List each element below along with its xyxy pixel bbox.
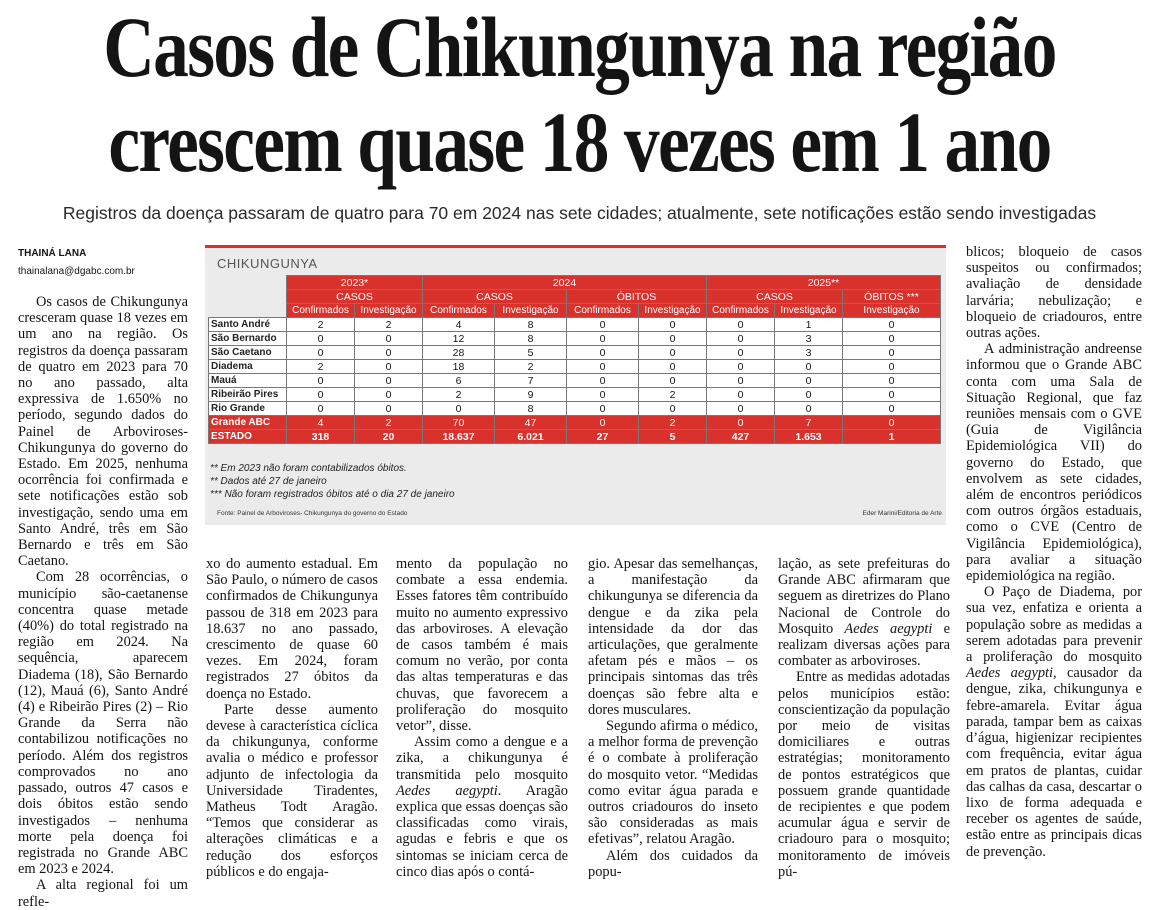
headline-line-2: crescem quase 18 vezes em 1 ano	[108, 94, 1051, 190]
column-header: Investigação	[639, 304, 707, 318]
group-header: 2023*	[287, 276, 423, 290]
paragraph	[396, 734, 568, 880]
species-name: Aedes aegypti	[396, 782, 498, 799]
paragraph: Parte desse aumento devese à característica cíclica da chikungunya, conforme avalia o médico e professor adjunto de infectologia da Universidade Tiradentes, Matheus Todt Aragão. “Temos que considerar as alterações climáticas e a redução dos esforços públicos e do engaja-	[206, 701, 378, 880]
table-cell: 4	[287, 416, 355, 430]
row-label: ESTADO	[209, 430, 287, 444]
column-header: Investigação	[843, 304, 941, 318]
table-cell: 0	[287, 388, 355, 402]
corner-cell	[209, 290, 287, 304]
table-cell: 0	[843, 416, 941, 430]
table-cell: 8	[495, 318, 567, 332]
table-row	[209, 416, 941, 430]
subgroup-header: CASOS	[287, 290, 423, 304]
table-cell: 0	[707, 388, 775, 402]
table-row	[209, 388, 941, 402]
paragraph: Segundo afirma o médico, a melhor forma de prevenção é o combate à proliferação do mosquito vetor. “Medidas como evitar água parada e outros criadouros do inseto são consideradas as mais efetivas”, relatou Aragão.	[588, 718, 758, 848]
row-label: São Caetano	[209, 346, 287, 360]
chart-credit: Eder Marini/Editoria de Arte	[862, 510, 942, 517]
table-cell: 47	[495, 416, 567, 430]
table-cell: 5	[639, 430, 707, 444]
table-cell: 7	[775, 416, 843, 430]
table-cell: 12	[423, 332, 495, 346]
chart-title: CHIKUNGUNYA	[217, 256, 318, 271]
column-header: Investigação	[355, 304, 423, 318]
table-cell: 1	[843, 430, 941, 444]
paragraph: mento da população no combate a essa endemia. Esses fatores têm contribuído muito no aumento expressivo das arboviroses. A elevação de casos também é mais comum no verão, por conta das altas temperaturas e das chuvas, que favorecem a proliferação do mosquito vetor”, disse.	[396, 556, 568, 735]
table-cell: 0	[567, 374, 639, 388]
paragraph: Os casos de Chikungunya cresceram quase 18 vezes em um ano na região. Os registros da doença passaram de quatro em 2023 para 70 no ano passado, alta expressiva de 1.650% no período, segundo dados do Painel de Arboviroses-Chikungunya do governo do Estado. Em 2025, nenhuma ocorrência foi confirmada e sete notificações estão sob investigação, sendo uma em Santo André, três em São Bernardo e três em São Caetano.	[18, 294, 188, 570]
row-label: Diadema	[209, 360, 287, 374]
species-name: Aedes aegypti	[966, 665, 1054, 682]
headline-line-1: Casos de Chikungunya na região	[103, 0, 1056, 95]
table-cell: 28	[423, 346, 495, 360]
table-cell: 2	[639, 388, 707, 402]
paragraph: gio. Apesar das semelhanças, a manifestação da chikungunya se diferencia da dengue e da zika pela intensidade da dor das articulações, que geralmente afetam pés e mãos – os principais sintomas das três doenças são febre alta e dores musculares.	[588, 556, 758, 718]
table-cell: 0	[639, 360, 707, 374]
table-cell: 0	[775, 388, 843, 402]
table-cell: 0	[707, 402, 775, 416]
table-cell: 4	[423, 318, 495, 332]
paragraph: A alta regional foi um refle-	[18, 877, 188, 910]
table-cell: 0	[423, 402, 495, 416]
paragraph: blicos; bloqueio de casos suspeitos ou confirmados; avaliação de densidade larvária; nebulização; e bloqueio de criadouros, entre outras ações.	[966, 244, 1142, 342]
article-column-2	[206, 556, 378, 880]
table-cell: 0	[567, 416, 639, 430]
table-cell: 0	[843, 402, 941, 416]
group-header: 2024	[423, 276, 707, 290]
text-run: O Paço de Diadema, por sua vez, enfatiza e orienta a população sobre as medidas a serem adotadas para prevenir a proliferação do mosquito	[966, 584, 1142, 666]
table-cell: 0	[567, 318, 639, 332]
chart-note: ** Dados até 27 de janeiro	[210, 476, 327, 487]
table-cell: 8	[495, 402, 567, 416]
species-name: Aedes aegypti	[844, 620, 933, 637]
table-cell: 0	[843, 346, 941, 360]
row-label: Ribeirão Pires	[209, 388, 287, 402]
column-header: Investigação	[775, 304, 843, 318]
table-cell: 5	[495, 346, 567, 360]
column-header: Confirmados	[287, 304, 355, 318]
table-cell: 0	[287, 374, 355, 388]
table-cell: 0	[639, 346, 707, 360]
table-cell: 0	[567, 346, 639, 360]
table-cell: 0	[567, 360, 639, 374]
author-name: THAINÁ LANA	[18, 248, 87, 259]
column-header: Confirmados	[567, 304, 639, 318]
article-column-1	[18, 294, 188, 910]
table-cell: 1	[775, 318, 843, 332]
table-cell: 3	[775, 332, 843, 346]
table-cell: 0	[355, 360, 423, 374]
column-header: Confirmados	[423, 304, 495, 318]
table-cell: 0	[843, 374, 941, 388]
table-cell: 0	[775, 402, 843, 416]
table-cell: 2	[639, 416, 707, 430]
data-table	[208, 275, 941, 444]
table-cell: 7	[495, 374, 567, 388]
table-cell: 0	[639, 318, 707, 332]
table-row	[209, 374, 941, 388]
table-cell: 18	[423, 360, 495, 374]
table-cell: 2	[355, 318, 423, 332]
table-cell: 0	[287, 332, 355, 346]
table-cell: 0	[287, 402, 355, 416]
author-email[interactable]: thainalana@dgabc.com.br	[18, 266, 135, 277]
article-column-5	[778, 556, 950, 880]
subtitle: Registros da doença passaram de quatro para 70 em 2024 nas sete cidades; atualmente, sete notificações estão sendo investigadas	[62, 203, 1097, 223]
row-label: Rio Grande	[209, 402, 287, 416]
row-label: Santo André	[209, 318, 287, 332]
paragraph: Entre as medidas adotadas pelos municípios estão: conscientização da população por meio de visitas domiciliares e outras estratégias; monitoramento de pontos estratégicos que possuem grande quantidade de recipientes e que podem acumular água e servir de criadouro para o mosquito; monitoramento de imóveis pú-	[778, 669, 950, 880]
table-cell: 0	[707, 416, 775, 430]
table-cell: 0	[567, 402, 639, 416]
table-cell: 0	[775, 374, 843, 388]
table-cell: 0	[775, 360, 843, 374]
paragraph: Com 28 ocorrências, o município são-caetanense concentra quase metade (40%) do total registrado na região em 2024. Na sequência, aparecem Diadema (18), São Bernardo (12), Mauá (6), Santo André (4) e Ribeirão Pires (2) – Rio Grande da Serra não contabilizou notificações no período. Além dos registros comprovados no ano passado, outros 47 casos e dois óbitos estão sendo investigados – nenhuma morte pela doença foi registrada no Grande ABC em 2023 e 2024.	[18, 569, 188, 878]
table-cell: 0	[567, 332, 639, 346]
table-cell: 0	[355, 388, 423, 402]
table-cell: 0	[639, 374, 707, 388]
table-cell: 0	[287, 346, 355, 360]
table-cell: 0	[639, 332, 707, 346]
table-cell: 0	[639, 402, 707, 416]
paragraph: xo do aumento estadual. Em São Paulo, o número de casos confirmados de Chikungunya passou de 318 em 2023 para 18.637 no ano passado, crescimento de quase 60 vezes. Em 2024, foram registrados 27 óbitos da doença no Estado.	[206, 556, 378, 702]
paragraph: A administração andreense informou que o Grande ABC conta com uma Sala de Situação Regional, que faz reuniões mensais com o GVE (Guia de Vigilância Epidemiológica VII) do governo do Estado, que envolvem as sete cidades, além de encontros periódicos com outros órgãos estaduais, como o CVE (Centro de Vigilância Epidemiológica), para avaliar a situação epidemiológica na região.	[966, 341, 1142, 585]
table-row	[209, 318, 941, 332]
article-column-3	[396, 556, 568, 880]
table-cell: 2	[423, 388, 495, 402]
table-cell: 0	[843, 318, 941, 332]
subgroup-header: CASOS	[423, 290, 567, 304]
table-cell: 3	[775, 346, 843, 360]
paragraph	[778, 556, 950, 669]
group-header: 2025**	[707, 276, 941, 290]
table-cell: 18.637	[423, 430, 495, 444]
column-header: Investigação	[495, 304, 567, 318]
table-cell: 6.021	[495, 430, 567, 444]
table-row	[209, 430, 941, 444]
table-cell: 2	[287, 318, 355, 332]
corner-cell	[209, 276, 287, 290]
table-cell: 0	[707, 360, 775, 374]
text-run: Assim como a dengue e a zika, a chikungunya é transmitida pelo mosquito	[396, 734, 568, 783]
table-cell: 0	[355, 402, 423, 416]
row-label: Mauá	[209, 374, 287, 388]
row-label: Grande ABC	[209, 416, 287, 430]
table-cell: 0	[843, 360, 941, 374]
table-cell: 2	[355, 416, 423, 430]
chikungunya-table-chart	[205, 248, 946, 525]
table-cell: 0	[707, 332, 775, 346]
table-cell: 2	[287, 360, 355, 374]
table-cell: 27	[567, 430, 639, 444]
table-cell: 318	[287, 430, 355, 444]
table-cell: 9	[495, 388, 567, 402]
table-row	[209, 346, 941, 360]
column-header: Confirmados	[707, 304, 775, 318]
table-cell: 0	[355, 374, 423, 388]
subgroup-header: ÓBITOS ***	[843, 290, 941, 304]
table-cell: 0	[843, 332, 941, 346]
chart-source: Fonte: Painel de Arboviroses- Chikungunya do governo do Estado	[217, 510, 408, 517]
article-column-4	[588, 556, 758, 880]
table-cell: 0	[843, 388, 941, 402]
text-run: , causador da dengue, zika, chikungunya e febre-amarela. Evitar água parada, tampar bem as caixas d’água, higienizar recipientes com frequência, evitar água em pratos de plantas, cuidar das calhas da casa, descartar o lixo de forma adequada e receber os agentes de saúde, estão entre as principais dicas de prevenção.	[966, 665, 1142, 860]
row-label: São Bernardo	[209, 332, 287, 346]
table-cell: 8	[495, 332, 567, 346]
chart-note: ** Em 2023 não foram contabilizados óbitos.	[210, 463, 407, 474]
corner-cell	[209, 304, 287, 318]
table-cell: 20	[355, 430, 423, 444]
paragraph	[966, 584, 1142, 859]
subgroup-header: CASOS	[707, 290, 843, 304]
table-cell: 1.653	[775, 430, 843, 444]
article-column-6	[966, 244, 1142, 866]
paragraph: Além dos cuidados da popu-	[588, 847, 758, 880]
text-run: e realizam diversas ações para combater as arboviroses.	[778, 620, 950, 670]
table-row	[209, 402, 941, 416]
table-cell: 6	[423, 374, 495, 388]
subgroup-header: ÓBITOS	[567, 290, 707, 304]
table-cell: 0	[707, 318, 775, 332]
table-cell: 0	[355, 332, 423, 346]
table-cell: 2	[495, 360, 567, 374]
table-cell: 427	[707, 430, 775, 444]
table-row	[209, 332, 941, 346]
text-run: lação, as sete prefeituras do Grande ABC afirmaram que seguem as diretrizes do Plano Nacional de Controle do Mosquito	[778, 556, 950, 637]
chart-note: *** Não foram registrados óbitos até o dia 27 de janeiro	[210, 489, 455, 500]
text-run: . Aragão explica que essas doenças são classificadas como virais, agudas e febris e que os sintomas se iniciam cerca de cinco dias após o contá-	[396, 782, 568, 880]
table-cell: 0	[707, 374, 775, 388]
table-cell: 70	[423, 416, 495, 430]
table-cell: 0	[707, 346, 775, 360]
table-cell: 0	[355, 346, 423, 360]
chart-notes	[210, 462, 455, 501]
table-row	[209, 360, 941, 374]
table-cell: 0	[567, 388, 639, 402]
